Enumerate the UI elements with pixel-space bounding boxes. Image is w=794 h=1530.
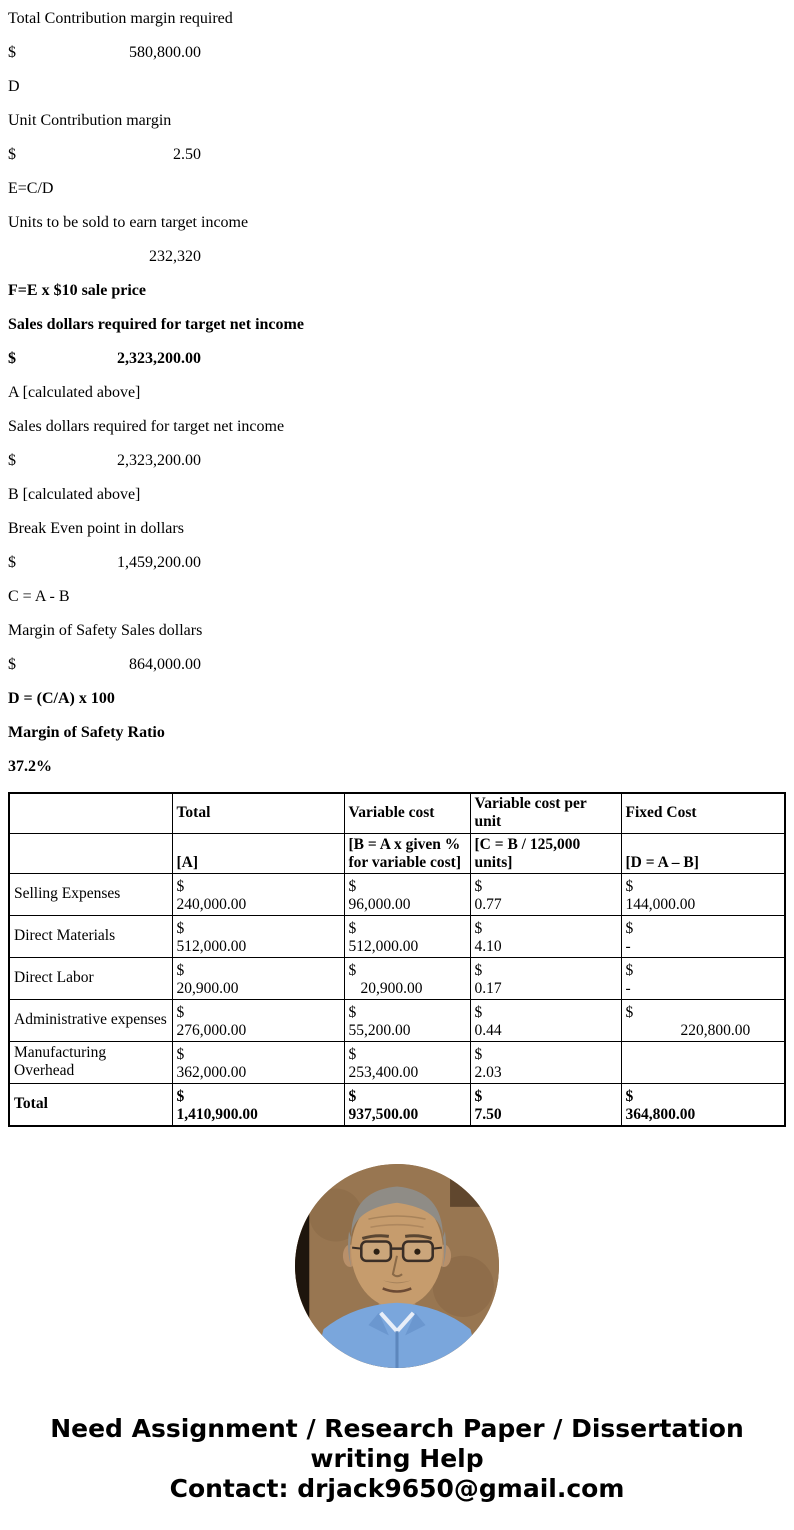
money-cell bbox=[172, 915, 344, 957]
currency-symbol: $ bbox=[474, 877, 483, 895]
currency-symbol: $ bbox=[348, 1087, 357, 1105]
currency-symbol: $ bbox=[176, 877, 185, 895]
amount-value: 4.10 bbox=[474, 937, 502, 955]
money-cell bbox=[172, 873, 344, 915]
row-label-cell: Direct Labor bbox=[9, 957, 172, 999]
amount-value: - bbox=[625, 979, 631, 997]
money-cell bbox=[344, 1083, 470, 1126]
amount-value: 362,000.00 bbox=[176, 1063, 247, 1081]
row-label-cell: Total bbox=[9, 1083, 172, 1126]
amount-value: 864,000.00 bbox=[129, 656, 201, 673]
money-cell bbox=[172, 1083, 344, 1126]
calc-line-text: Unit Contribution margin bbox=[8, 112, 172, 129]
money-cell bbox=[470, 1041, 621, 1083]
amount-value: 2.03 bbox=[474, 1063, 502, 1081]
calc-line-money bbox=[8, 554, 786, 572]
calc-line-money bbox=[8, 44, 786, 62]
amount-value: 276,000.00 bbox=[176, 1021, 247, 1039]
footer-heading-line-1: Need Assignment / Research Paper / Dissertation bbox=[50, 1413, 744, 1443]
amount-value: 240,000.00 bbox=[176, 895, 247, 913]
currency-symbol: $ bbox=[176, 919, 185, 937]
money-cell bbox=[621, 873, 785, 915]
calc-line-text: A [calculated above] bbox=[8, 384, 141, 401]
currency-symbol: $ bbox=[176, 961, 185, 979]
row-label-cell: Manufacturing Overhead bbox=[9, 1041, 172, 1083]
table-header-row bbox=[9, 793, 785, 833]
calc-line-money bbox=[8, 350, 786, 368]
calc-line-text: F=E x $10 sale price bbox=[8, 282, 146, 299]
calc-line-text: D = (C/A) x 100 bbox=[8, 690, 115, 707]
amount-value: - bbox=[625, 937, 631, 955]
calc-line-text: Sales dollars required for target net income bbox=[8, 418, 285, 435]
currency-symbol: $ bbox=[625, 1087, 634, 1105]
calc-line-text: Margin of Safety Sales dollars bbox=[8, 622, 203, 639]
table-subheader-cell: [A] bbox=[172, 833, 344, 873]
amount-value: 144,000.00 bbox=[625, 895, 696, 913]
amount-value: 580,800.00 bbox=[129, 44, 201, 61]
currency-symbol: $ bbox=[8, 44, 16, 61]
amount-value: 2,323,200.00 bbox=[117, 452, 201, 469]
currency-symbol: $ bbox=[8, 452, 16, 469]
money-cell bbox=[344, 999, 470, 1041]
currency-symbol: $ bbox=[176, 1045, 185, 1063]
amount-value: 2.50 bbox=[173, 146, 201, 163]
money-cell bbox=[172, 999, 344, 1041]
calc-line-money bbox=[8, 248, 786, 266]
amount-value: 20,900.00 bbox=[360, 979, 423, 997]
currency-symbol: $ bbox=[474, 1087, 483, 1105]
currency-symbol: $ bbox=[474, 1045, 483, 1063]
table-row bbox=[9, 1041, 785, 1083]
amount-value: 7.50 bbox=[474, 1105, 502, 1123]
table-header-cell: Variable cost bbox=[344, 793, 470, 833]
table-subheader-row bbox=[9, 833, 785, 873]
currency-symbol: $ bbox=[348, 961, 357, 979]
amount-value: 55,200.00 bbox=[348, 1021, 411, 1039]
amount-value: 96,000.00 bbox=[348, 895, 411, 913]
amount-value: 512,000.00 bbox=[348, 937, 419, 955]
table-header-cell: Variable cost per unit bbox=[470, 793, 621, 833]
calc-line-text: E=C/D bbox=[8, 180, 54, 197]
currency-symbol: $ bbox=[474, 1003, 483, 1021]
table-row bbox=[9, 1083, 785, 1126]
amount-value: 1,459,200.00 bbox=[117, 554, 201, 571]
money-cell bbox=[172, 1041, 344, 1083]
calc-line-text: Margin of Safety Ratio bbox=[8, 724, 165, 741]
calc-line-text: D bbox=[8, 78, 20, 95]
calc-line-text: 37.2% bbox=[8, 758, 52, 775]
row-label-cell: Direct Materials bbox=[9, 915, 172, 957]
calc-line-text: C = A - B bbox=[8, 588, 70, 605]
tutor-portrait-illustration bbox=[295, 1164, 499, 1368]
money-cell bbox=[344, 1041, 470, 1083]
cost-table-head bbox=[9, 793, 785, 873]
currency-symbol: $ bbox=[348, 877, 357, 895]
amount-value: 20,900.00 bbox=[176, 979, 239, 997]
calc-line-text: Total Contribution margin required bbox=[8, 10, 233, 27]
money-cell bbox=[344, 873, 470, 915]
table-row bbox=[9, 999, 785, 1041]
currency-symbol: $ bbox=[625, 877, 634, 895]
currency-symbol: $ bbox=[625, 919, 634, 937]
money-cell bbox=[470, 915, 621, 957]
amount-value: 253,400.00 bbox=[348, 1063, 419, 1081]
currency-symbol: $ bbox=[8, 350, 16, 367]
amount-value: 2,323,200.00 bbox=[117, 350, 201, 367]
calc-line-text: Sales dollars required for target net income bbox=[8, 316, 304, 333]
currency-symbol: $ bbox=[474, 919, 483, 937]
currency-symbol: $ bbox=[8, 656, 16, 673]
table-subheader-cell bbox=[9, 833, 172, 873]
table-header-cell bbox=[9, 793, 172, 833]
currency-symbol: $ bbox=[8, 554, 16, 571]
amount-value: 0.17 bbox=[474, 979, 502, 997]
calc-line-text: B [calculated above] bbox=[8, 486, 141, 503]
tutor-photo bbox=[295, 1164, 499, 1368]
money-cell bbox=[172, 957, 344, 999]
table-subheader-cell: [D = A – B] bbox=[621, 833, 785, 873]
table-header-cell: Fixed Cost bbox=[621, 793, 785, 833]
currency-symbol: $ bbox=[176, 1087, 185, 1105]
currency-symbol: $ bbox=[625, 961, 634, 979]
money-cell bbox=[470, 957, 621, 999]
currency-symbol: $ bbox=[348, 919, 357, 937]
money-cell bbox=[621, 957, 785, 999]
currency-symbol: $ bbox=[625, 1003, 634, 1021]
table-subheader-cell: [B = A x given % for variable cost] bbox=[344, 833, 470, 873]
amount-value: 364,800.00 bbox=[625, 1105, 696, 1123]
footer-contact-line: Contact: drjack9650@gmail.com bbox=[169, 1473, 625, 1503]
currency-symbol: $ bbox=[8, 146, 16, 163]
money-cell bbox=[344, 957, 470, 999]
money-cell bbox=[621, 1041, 785, 1083]
calc-lines bbox=[8, 10, 786, 776]
table-row bbox=[9, 957, 785, 999]
row-label-cell: Selling Expenses bbox=[9, 873, 172, 915]
amount-value: 220,800.00 bbox=[680, 1021, 751, 1039]
money-cell bbox=[470, 1083, 621, 1126]
currency-symbol: $ bbox=[176, 1003, 185, 1021]
calc-line-money bbox=[8, 146, 786, 164]
amount-value: 232,320 bbox=[149, 248, 201, 265]
footer-banner bbox=[8, 1414, 786, 1504]
cost-table-body bbox=[9, 873, 785, 1126]
cost-table bbox=[8, 792, 786, 1127]
money-cell bbox=[470, 873, 621, 915]
money-cell bbox=[621, 915, 785, 957]
table-row bbox=[9, 915, 785, 957]
table-row bbox=[9, 873, 785, 915]
money-cell bbox=[621, 999, 785, 1041]
money-cell bbox=[621, 1083, 785, 1126]
amount-value: 1,410,900.00 bbox=[176, 1105, 258, 1123]
amount-value: 937,500.00 bbox=[348, 1105, 419, 1123]
row-label-cell: Administrative expenses bbox=[9, 999, 172, 1041]
footer-heading-line-2: writing Help bbox=[310, 1443, 484, 1473]
money-cell bbox=[344, 915, 470, 957]
amount-value: 512,000.00 bbox=[176, 937, 247, 955]
amount-value: 0.44 bbox=[474, 1021, 502, 1039]
calc-line-text: Break Even point in dollars bbox=[8, 520, 184, 537]
currency-symbol: $ bbox=[348, 1003, 357, 1021]
table-header-cell: Total bbox=[172, 793, 344, 833]
currency-symbol: $ bbox=[348, 1045, 357, 1063]
amount-value: 0.77 bbox=[474, 895, 502, 913]
calc-line-text: Units to be sold to earn target income bbox=[8, 214, 249, 231]
calc-line-money bbox=[8, 656, 786, 674]
money-cell bbox=[470, 999, 621, 1041]
currency-symbol: $ bbox=[474, 961, 483, 979]
calc-line-money bbox=[8, 452, 786, 470]
table-subheader-cell: [C = B / 125,000 units] bbox=[470, 833, 621, 873]
